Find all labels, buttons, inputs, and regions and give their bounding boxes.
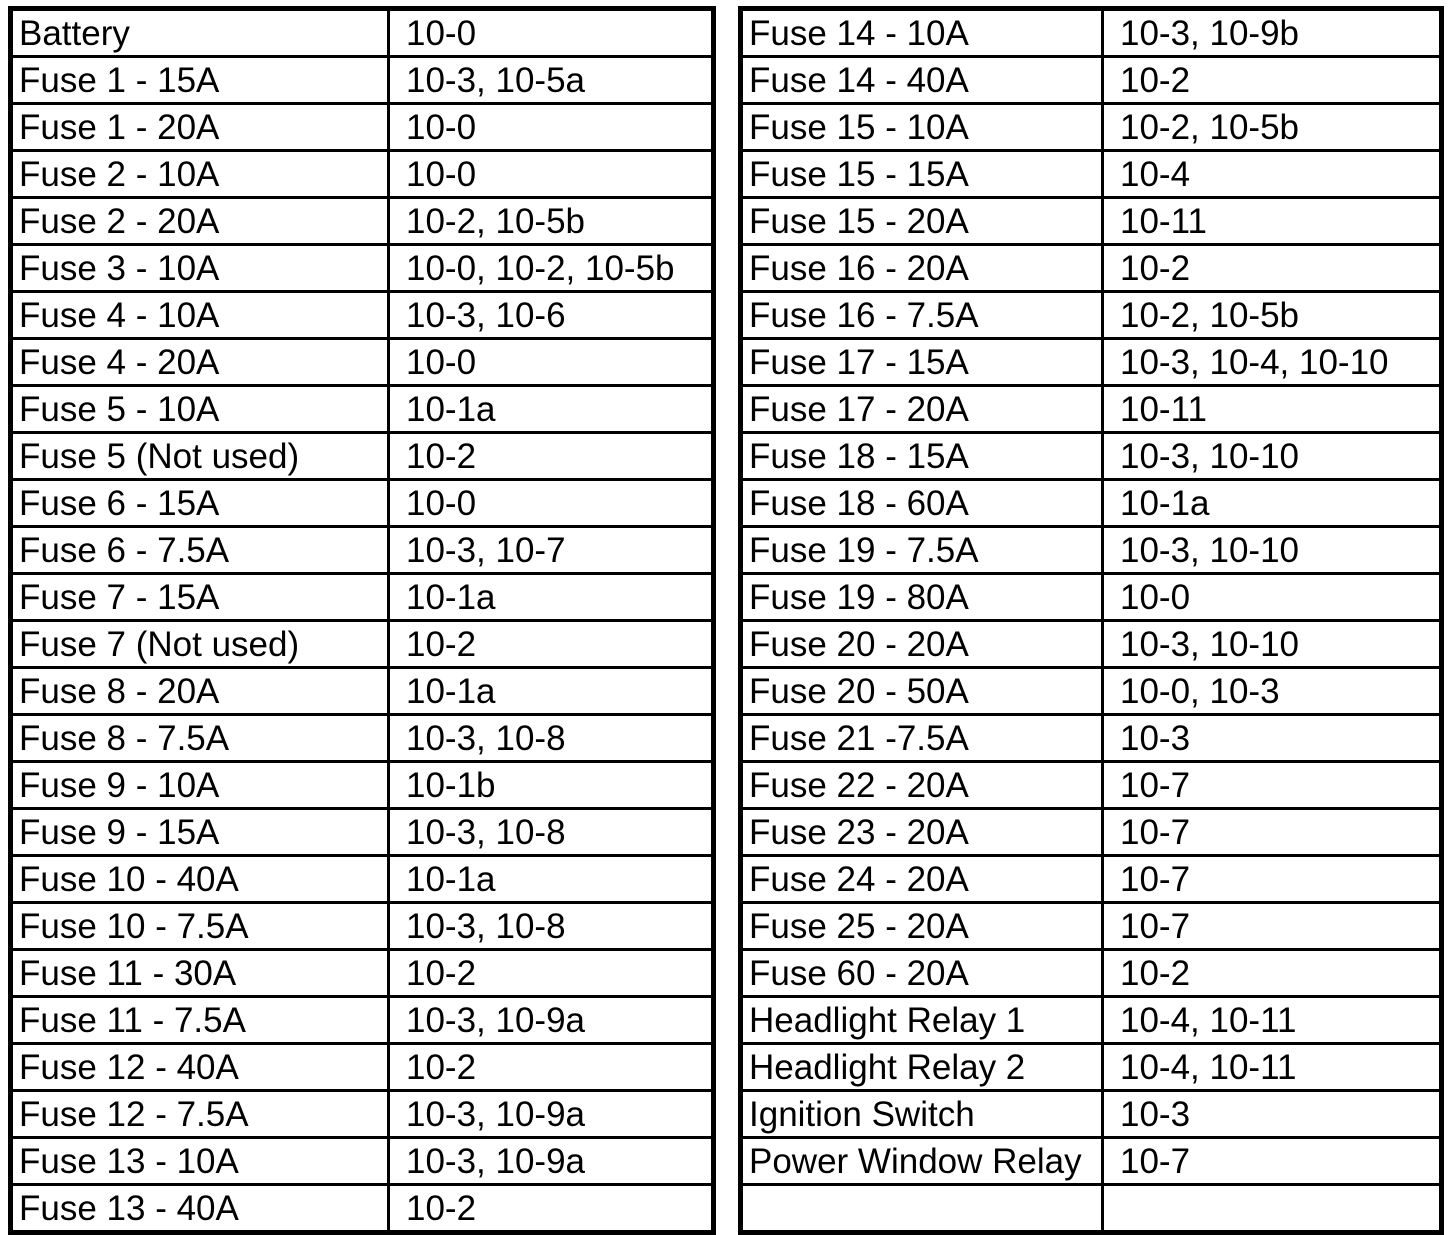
component-cell: Fuse 1 - 20A <box>11 104 389 151</box>
reference-cell: 10-0, 10-2, 10-5b <box>389 245 714 292</box>
reference-cell: 10-3, 10-5a <box>389 57 714 104</box>
reference-cell: 10-0 <box>389 104 714 151</box>
reference-cell: 10-1b <box>389 762 714 809</box>
reference-cell: 10-3, 10-10 <box>1103 527 1442 574</box>
table-row <box>741 1185 1442 1233</box>
reference-cell: 10-2 <box>1103 57 1442 104</box>
reference-cell: 10-4 <box>1103 151 1442 198</box>
table-row <box>741 57 1442 104</box>
component-cell: Fuse 5 (Not used) <box>11 433 389 480</box>
table-row <box>741 809 1442 856</box>
table-row <box>11 950 714 997</box>
table-row <box>11 104 714 151</box>
reference-cell: 10-3, 10-9a <box>389 1138 714 1185</box>
reference-cell: 10-2 <box>389 621 714 668</box>
reference-cell: 10-1a <box>1103 480 1442 527</box>
component-cell <box>741 1185 1103 1233</box>
table-row <box>741 386 1442 433</box>
table-row <box>741 621 1442 668</box>
table-row <box>11 292 714 339</box>
component-cell: Fuse 14 - 40A <box>741 57 1103 104</box>
table-row <box>11 856 714 903</box>
component-cell: Fuse 4 - 10A <box>11 292 389 339</box>
table-row <box>11 997 714 1044</box>
component-cell: Fuse 24 - 20A <box>741 856 1103 903</box>
table-row <box>11 386 714 433</box>
component-cell: Fuse 21 -7.5A <box>741 715 1103 762</box>
table-row <box>741 574 1442 621</box>
reference-cell: 10-7 <box>1103 903 1442 950</box>
table-row <box>11 1044 714 1091</box>
table-row <box>11 668 714 715</box>
table-row <box>11 1091 714 1138</box>
table-row <box>11 339 714 386</box>
table-row <box>11 621 714 668</box>
table-row <box>741 339 1442 386</box>
right-fuse-table <box>738 6 1444 1235</box>
component-cell: Fuse 1 - 15A <box>11 57 389 104</box>
reference-cell: 10-2 <box>389 1044 714 1091</box>
reference-cell: 10-3, 10-9a <box>389 997 714 1044</box>
reference-cell: 10-4, 10-11 <box>1103 997 1442 1044</box>
component-cell: Fuse 6 - 15A <box>11 480 389 527</box>
left-table-body <box>11 9 714 1233</box>
component-cell: Power Window Relay <box>741 1138 1103 1185</box>
table-row <box>11 198 714 245</box>
component-cell: Fuse 22 - 20A <box>741 762 1103 809</box>
reference-cell: 10-2, 10-5b <box>1103 292 1442 339</box>
reference-cell: 10-4, 10-11 <box>1103 1044 1442 1091</box>
component-cell: Fuse 2 - 10A <box>11 151 389 198</box>
component-cell: Fuse 4 - 20A <box>11 339 389 386</box>
component-cell: Fuse 10 - 7.5A <box>11 903 389 950</box>
table-row <box>741 104 1442 151</box>
reference-cell: 10-0, 10-3 <box>1103 668 1442 715</box>
component-cell: Fuse 7 - 15A <box>11 574 389 621</box>
component-cell: Fuse 11 - 7.5A <box>11 997 389 1044</box>
table-row <box>741 245 1442 292</box>
table-row <box>11 903 714 950</box>
table-row <box>741 1044 1442 1091</box>
reference-cell: 10-1a <box>389 668 714 715</box>
component-cell: Fuse 12 - 7.5A <box>11 1091 389 1138</box>
component-cell: Fuse 14 - 10A <box>741 9 1103 57</box>
table-row <box>741 480 1442 527</box>
reference-cell: 10-1a <box>389 386 714 433</box>
table-row <box>11 57 714 104</box>
table-row <box>741 1091 1442 1138</box>
left-fuse-table <box>8 6 716 1235</box>
component-cell: Fuse 9 - 10A <box>11 762 389 809</box>
table-row <box>11 715 714 762</box>
component-cell: Fuse 11 - 30A <box>11 950 389 997</box>
table-row <box>741 198 1442 245</box>
table-row <box>11 809 714 856</box>
reference-cell <box>1103 1185 1442 1233</box>
table-row <box>741 950 1442 997</box>
reference-cell: 10-3 <box>1103 1091 1442 1138</box>
table-row <box>741 762 1442 809</box>
component-cell: Fuse 6 - 7.5A <box>11 527 389 574</box>
reference-cell: 10-3, 10-10 <box>1103 433 1442 480</box>
reference-cell: 10-2 <box>389 950 714 997</box>
reference-cell: 10-3 <box>1103 715 1442 762</box>
component-cell: Fuse 15 - 10A <box>741 104 1103 151</box>
table-row <box>11 9 714 57</box>
reference-cell: 10-11 <box>1103 386 1442 433</box>
table-row <box>11 433 714 480</box>
component-cell: Fuse 20 - 20A <box>741 621 1103 668</box>
table-row <box>741 9 1442 57</box>
table-row <box>741 151 1442 198</box>
reference-cell: 10-3, 10-9a <box>389 1091 714 1138</box>
component-cell: Fuse 20 - 50A <box>741 668 1103 715</box>
component-cell: Fuse 17 - 15A <box>741 339 1103 386</box>
reference-cell: 10-2, 10-5b <box>389 198 714 245</box>
component-cell: Fuse 16 - 20A <box>741 245 1103 292</box>
column-gap <box>716 6 738 1176</box>
reference-cell: 10-3, 10-7 <box>389 527 714 574</box>
reference-cell: 10-2 <box>1103 950 1442 997</box>
component-cell: Fuse 60 - 20A <box>741 950 1103 997</box>
table-row <box>11 1138 714 1185</box>
table-row <box>741 856 1442 903</box>
reference-cell: 10-2 <box>1103 245 1442 292</box>
component-cell: Headlight Relay 2 <box>741 1044 1103 1091</box>
component-cell: Fuse 10 - 40A <box>11 856 389 903</box>
table-row <box>741 433 1442 480</box>
table-row <box>11 1185 714 1233</box>
table-row <box>11 151 714 198</box>
reference-cell: 10-11 <box>1103 198 1442 245</box>
reference-cell: 10-7 <box>1103 1138 1442 1185</box>
reference-cell: 10-2 <box>389 1185 714 1233</box>
component-cell: Fuse 16 - 7.5A <box>741 292 1103 339</box>
table-row <box>11 574 714 621</box>
component-cell: Fuse 15 - 15A <box>741 151 1103 198</box>
reference-cell: 10-3, 10-10 <box>1103 621 1442 668</box>
component-cell: Headlight Relay 1 <box>741 997 1103 1044</box>
reference-cell: 10-0 <box>1103 574 1442 621</box>
component-cell: Fuse 2 - 20A <box>11 198 389 245</box>
reference-cell: 10-1a <box>389 574 714 621</box>
component-cell: Fuse 5 - 10A <box>11 386 389 433</box>
fuse-reference-sheet <box>8 6 1434 1228</box>
reference-cell: 10-7 <box>1103 809 1442 856</box>
component-cell: Fuse 7 (Not used) <box>11 621 389 668</box>
component-cell: Fuse 19 - 7.5A <box>741 527 1103 574</box>
component-cell: Ignition Switch <box>741 1091 1103 1138</box>
reference-cell: 10-7 <box>1103 762 1442 809</box>
reference-cell: 10-3, 10-8 <box>389 715 714 762</box>
reference-cell: 10-0 <box>389 151 714 198</box>
component-cell: Fuse 18 - 60A <box>741 480 1103 527</box>
component-cell: Fuse 12 - 40A <box>11 1044 389 1091</box>
component-cell: Fuse 3 - 10A <box>11 245 389 292</box>
table-row <box>741 997 1442 1044</box>
table-row <box>741 715 1442 762</box>
component-cell: Fuse 23 - 20A <box>741 809 1103 856</box>
table-row <box>11 245 714 292</box>
reference-cell: 10-3, 10-4, 10-10 <box>1103 339 1442 386</box>
component-cell: Fuse 17 - 20A <box>741 386 1103 433</box>
reference-cell: 10-3, 10-8 <box>389 809 714 856</box>
reference-cell: 10-3, 10-6 <box>389 292 714 339</box>
table-row <box>11 527 714 574</box>
reference-cell: 10-0 <box>389 339 714 386</box>
reference-cell: 10-0 <box>389 480 714 527</box>
reference-cell: 10-2, 10-5b <box>1103 104 1442 151</box>
component-cell: Fuse 13 - 10A <box>11 1138 389 1185</box>
table-row <box>741 292 1442 339</box>
right-table-body <box>741 9 1442 1233</box>
reference-cell: 10-3, 10-8 <box>389 903 714 950</box>
component-cell: Fuse 19 - 80A <box>741 574 1103 621</box>
table-row <box>741 1138 1442 1185</box>
component-cell: Fuse 13 - 40A <box>11 1185 389 1233</box>
table-row <box>11 762 714 809</box>
reference-cell: 10-0 <box>389 9 714 57</box>
component-cell: Battery <box>11 9 389 57</box>
table-row <box>741 903 1442 950</box>
component-cell: Fuse 25 - 20A <box>741 903 1103 950</box>
component-cell: Fuse 15 - 20A <box>741 198 1103 245</box>
component-cell: Fuse 18 - 15A <box>741 433 1103 480</box>
table-row <box>741 527 1442 574</box>
reference-cell: 10-1a <box>389 856 714 903</box>
component-cell: Fuse 8 - 7.5A <box>11 715 389 762</box>
table-row <box>11 480 714 527</box>
component-cell: Fuse 8 - 20A <box>11 668 389 715</box>
table-row <box>741 668 1442 715</box>
reference-cell: 10-3, 10-9b <box>1103 9 1442 57</box>
reference-cell: 10-2 <box>389 433 714 480</box>
component-cell: Fuse 9 - 15A <box>11 809 389 856</box>
reference-cell: 10-7 <box>1103 856 1442 903</box>
